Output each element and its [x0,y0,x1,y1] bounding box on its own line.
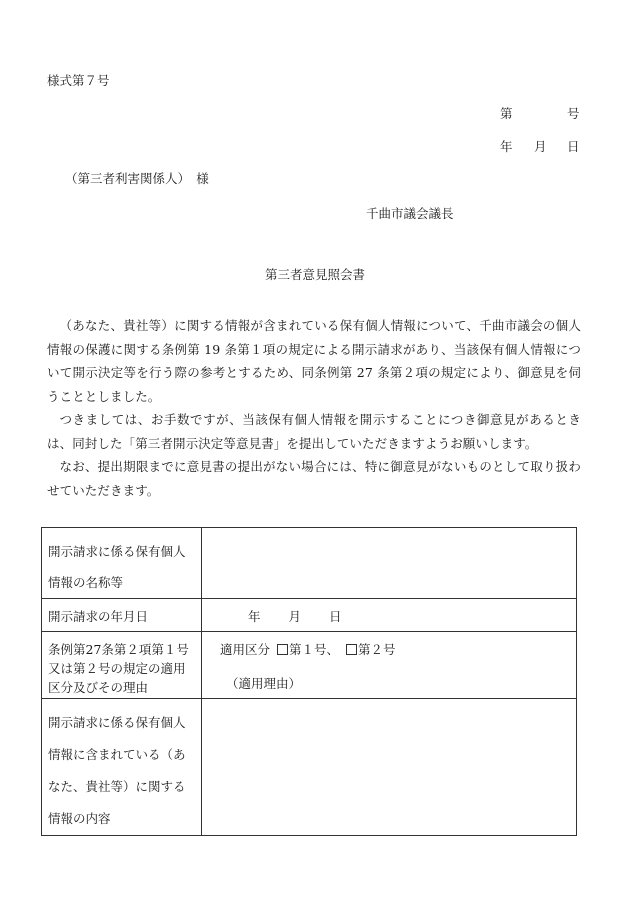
sender: 千曲市議会議長 [366,206,454,221]
paragraph: （あなた、貴社等）に関する情報が含まれている保有個人情報について、千曲市議会の個人情報の保護に関する条例第 19 条第１項の規定による開示請求があり、当該保有個人情報について開示決定等を行う際の参考とするため、同条例第 27 条第２項の規定により、御意見を伺うこととしました。 [47,318,581,404]
reason-label: （適用理由） [226,676,302,691]
row-label-applicable-category: 条例第27条第２項第１号 又は第２号の規定の適用 区分及びその理由 [42,632,202,699]
paragraph: なお、提出期限までに意見書の提出がない場合には、特に御意見がないものとして取り扱わせていただきます。 [47,459,581,498]
form-number: 様式第７号 [47,73,110,88]
date-day: 日 [567,139,580,154]
checkbox-option-1[interactable] [277,644,288,655]
request-date-field[interactable]: 年 月 日 [202,599,577,632]
body-text [47,314,581,502]
date-year: 年 [500,139,513,154]
option-2-label: 第２号 [358,642,396,657]
document-title: 第三者意見照会書 [264,267,365,282]
table-row [42,632,577,699]
table-row [42,528,577,599]
date-month: 月 [534,139,547,154]
applicable-category-field [202,632,577,699]
number-suffix: 号 [567,106,580,121]
table-row [42,699,577,836]
addressee: （第三者利害関係人） 様 [65,171,209,186]
info-content-field[interactable] [202,699,577,836]
info-name-field[interactable] [202,528,577,599]
table-row [42,599,577,632]
row-label-info-name: 開示請求に係る保有個人 情報の名称等 [42,528,202,599]
row-label-request-date: 開示請求の年月日 [42,599,202,632]
row-label-info-content: 開示請求に係る保有個人 情報に含まれている（あ なた、貴社等）に関する 情報の内容 [42,699,202,836]
number-prefix: 第 [500,106,513,121]
option-1-label: 第１号、 [289,642,340,657]
checkbox-option-2[interactable] [346,644,357,655]
info-table [41,527,577,836]
category-prefix: 適用区分 [220,642,271,657]
paragraph: つきましては、お手数ですが、当該保有個人情報を開示することにつき御意見があるときは、同封した「第三者開示決定等意見書」を提出していただきますようお願いします。 [47,412,581,451]
